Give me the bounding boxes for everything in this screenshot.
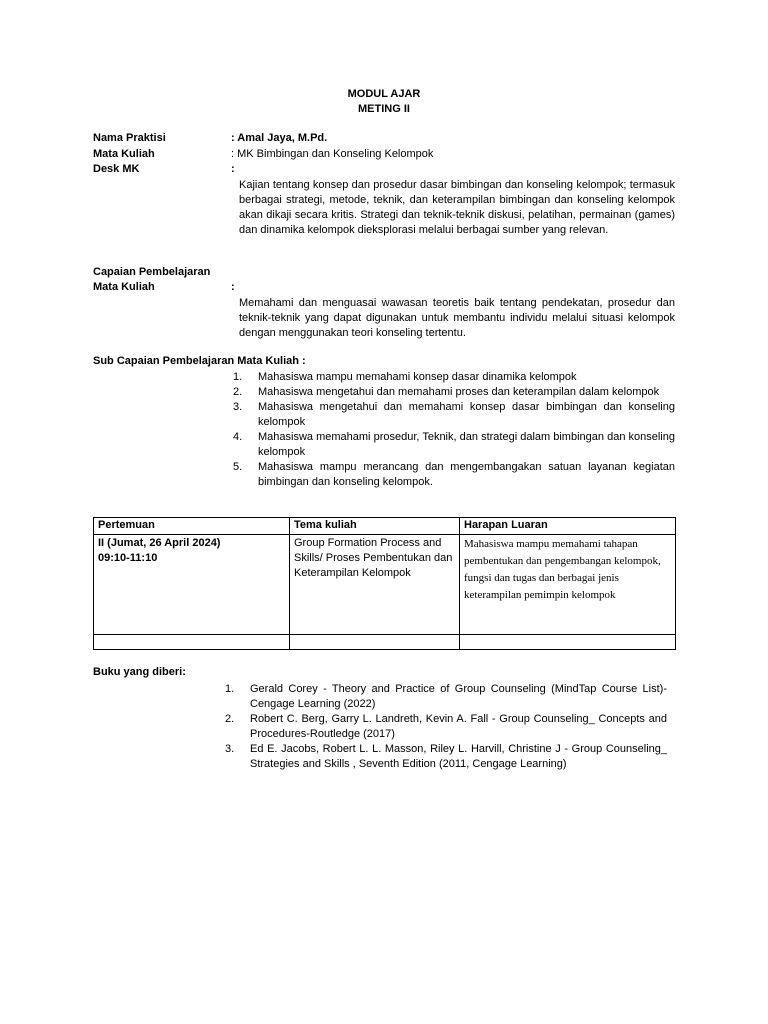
list-item: 1. Mahasiswa mampu memahami konsep dasar dinamika kelompok	[233, 371, 577, 383]
cpmk-description: Memahami dan menguasai wawasan teoretis baik tentang pendekatan, prosedur dan teknik-teknik yang dapat digunakan untuk membantu individu melalui situasi kelompok dengan menggunakan teori konseling tertentu.	[239, 297, 675, 339]
table-row-empty	[94, 635, 676, 650]
list-item: 1. Gerald Corey - Theory and Practice of Group Counseling (MindTap Course List)-Cengage Learning (2022)	[225, 683, 667, 710]
cpmk-label-line2: Mata Kuliah	[93, 281, 155, 293]
header-harapan-luaran: Harapan Luaran	[460, 518, 676, 535]
header-pertemuan: Pertemuan	[94, 518, 290, 535]
desk-mk-description: Kajian tentang konsep dan prosedur dasar bimbingan dan konseling kelompok; termasuk berbagai strategi, metode, teknik, dan keterampilan bimbingan dan konseling kelompok akan dikaji secara kritis. Strategi dan teknik-teknik diskusi, pelatihan, permainan (games) dan dinamika kelompok dieksplorasi melalui berbagai sumber yang relevan.	[239, 179, 675, 236]
cell-pertemuan: II (Jumat, 26 April 2024) 09:10-11:10	[94, 535, 290, 635]
nama-praktisi-label: Nama Praktisi	[93, 132, 166, 144]
list-item: 3. Mahasiswa mengetahui dan memahami konsep dasar bimbingan dan konseling kelompok	[233, 401, 675, 428]
cell-harapan: Mahasiswa mampu memahami tahapan pembentukan dan pengembangan kelompok, fungsi dan tugas dan berbagai jenis keterampilan pemimpin kelompok	[460, 535, 676, 635]
header-tema-kuliah: Tema kuliah	[290, 518, 460, 535]
list-item: 2. Mahasiswa mengetahui dan memahami proses dan keterampilan dalam kelompok	[233, 386, 660, 398]
cpmk-colon: :	[231, 281, 235, 293]
desk-mk-label: Desk MK	[93, 163, 140, 175]
sub-cpmk-label: Sub Capaian Pembelajaran Mata Kuliah :	[93, 355, 306, 367]
sub-cpmk-list	[233, 370, 675, 490]
list-item: 3. Ed E. Jacobs, Robert L. L. Masson, Riley L. Harvill, Christine J - Group Counseling_ Strategies and Skills , Seventh Edition (2011, Cengage Learning)	[225, 743, 667, 770]
desk-mk-colon: :	[231, 163, 235, 175]
list-item: 2. Robert C. Berg, Garry L. Landreth, Kevin A. Fall - Group Counseling_ Concepts and Procedures-Routledge (2017)	[225, 713, 667, 740]
buku-list	[225, 682, 667, 772]
buku-label: Buku yang diberi:	[93, 666, 186, 678]
cpmk-label-line1: Capaian Pembelajaran	[93, 266, 211, 278]
list-item: 4. Mahasiswa memahami prosedur, Teknik, dan strategi dalam bimbingan dan konseling kelompok	[233, 431, 675, 458]
document-title: MODUL AJAR	[347, 88, 421, 100]
mata-kuliah-label: Mata Kuliah	[93, 148, 155, 160]
list-item: 5. Mahasiswa mampu merancang dan mengembangakan satuan layanan kegiatan bimbingan dan konseling kelompok.	[233, 461, 675, 488]
nama-praktisi-value: : Amal Jaya, M.Pd.	[231, 132, 328, 144]
table-header-row	[94, 518, 676, 535]
table-row	[94, 535, 676, 635]
schedule-table	[93, 517, 676, 650]
cell-tema: Group Formation Process and Skills/ Proses Pembentukan dan Keterampilan Kelompok	[290, 535, 460, 635]
document-subtitle: METING II	[358, 103, 410, 115]
mata-kuliah-value: : MK Bimbingan dan Konseling Kelompok	[231, 148, 434, 160]
